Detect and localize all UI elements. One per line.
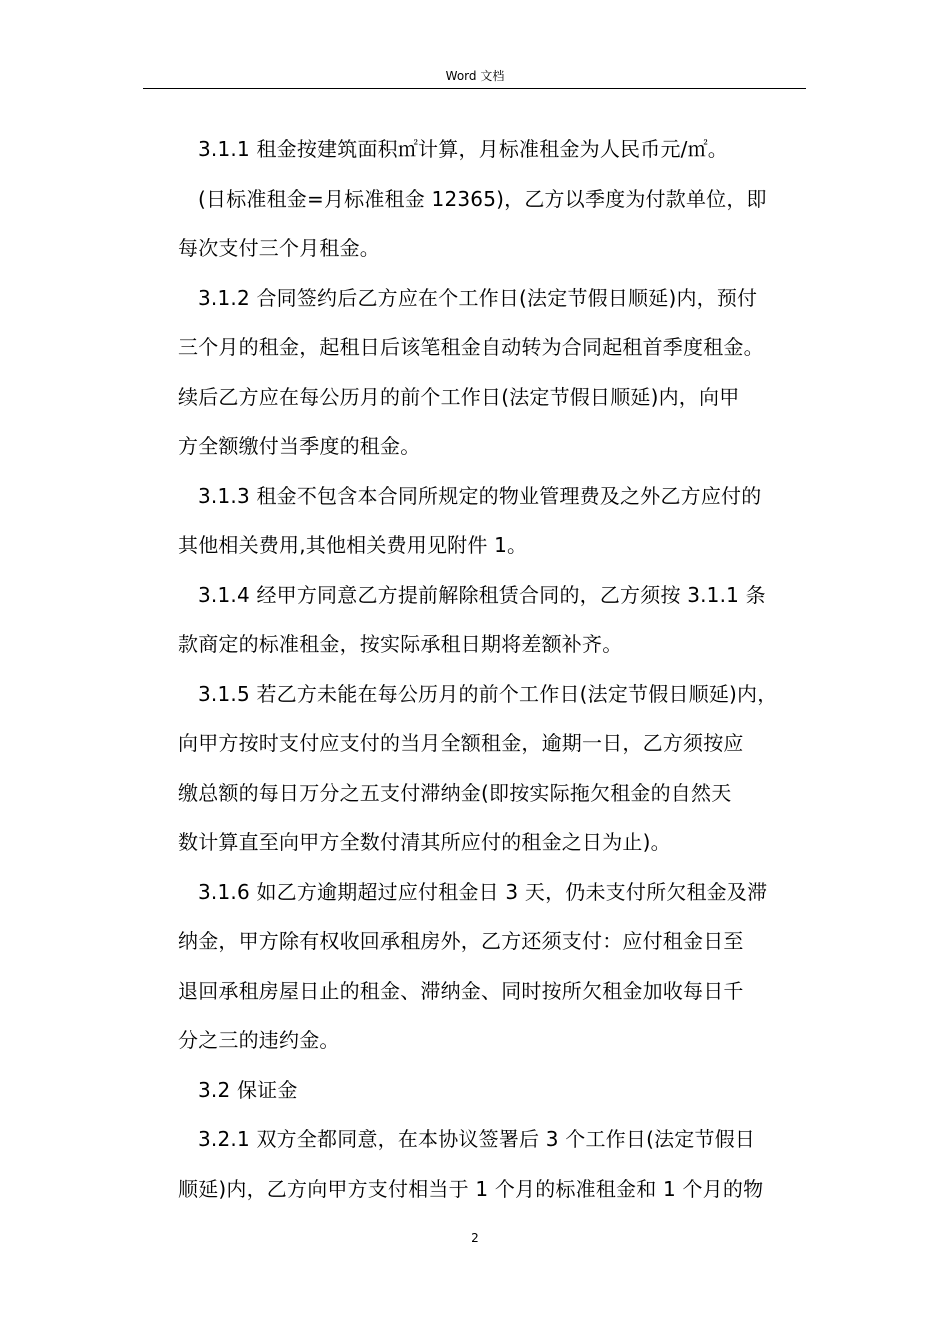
paragraph-3-1-2 [178, 274, 814, 472]
text-line: 三个月的租金，起租日后该笔租金自动转为合同起租首季度租金。 [178, 335, 764, 359]
text-line: 向甲方按时支付应支付的当月全额租金，逾期一日，乙方须按应 [178, 731, 744, 755]
text-line: 续后乙方应在每公历月的前个工作日(法定节假日顺延)内，向甲 [178, 384, 740, 409]
page-header-title: Word 文档 [445, 69, 505, 83]
text-line: 3.1.5 若乙方未能在每公历月的前个工作日(法定节假日顺延)内， [198, 681, 778, 706]
paragraph-3-1-6 [178, 868, 814, 1066]
paragraph-3-1-5 [178, 670, 814, 868]
paragraph-3-1-1 [178, 125, 814, 175]
text-line: 款商定的标准租金，按实际承租日期将差额补齐。 [178, 632, 623, 656]
text-line: 退回承租房屋日止的租金、滞纳金、同时按所欠租金加收每日千 [178, 978, 744, 1003]
text-line: 缴总额的每日万分之五支付滞纳金(即按实际拖欠租金的自然天 [178, 780, 732, 805]
document-body [178, 125, 814, 1214]
paragraph-3-2-1 [178, 1115, 814, 1214]
text-line: 顺延)内，乙方向甲方支付相当于 1 个月的标准租金和 1 个月的物 [178, 1176, 764, 1201]
text-line: 3.1.1 租金按建筑面积㎡计算，月标准租金为人民币元/㎡。 [198, 137, 728, 161]
paragraph-3-1-3 [178, 472, 814, 571]
text-line: 分之三的违约金。 [178, 1028, 340, 1052]
text-line: 3.1.3 租金不包含本合同所规定的物业管理费及之外乙方应付的 [198, 483, 762, 508]
text-line: 数计算直至向甲方全数付清其所应付的租金之日为止)。 [178, 830, 671, 854]
text-line: 3.2.1 双方全都同意，在本协议签署后 3 个工作日(法定节假日 [198, 1127, 756, 1151]
text-line: 3.2 保证金 [198, 1077, 298, 1102]
text-line: 3.1.2 合同签约后乙方应在个工作日(法定节假日顺延)内，预付 [198, 285, 758, 310]
text-line: 3.1.4 经甲方同意乙方提前解除租赁合同的，乙方须按 3.1.1 条 [198, 582, 766, 607]
header-divider [143, 88, 806, 89]
text-line: 其他相关费用,其他相关费用见附件 1。 [178, 533, 528, 557]
text-line: 纳金，甲方除有权收回承租房外，乙方还须支付：应付租金日至 [178, 929, 744, 953]
text-line: 3.1.6 如乙方逾期超过应付租金日 3 天，仍未支付所欠租金及滞 [198, 879, 768, 904]
text-line: (日标准租金=月标准租金 12365)，乙方以季度为付款单位，即 [198, 186, 767, 211]
section-heading-3-2 [178, 1066, 814, 1116]
text-line: 每次支付三个月租金。 [178, 236, 380, 260]
text-line: 方全额缴付当季度的租金。 [178, 434, 421, 458]
paragraph-3-1-1-daily [178, 175, 814, 274]
page-number: 2 [471, 1231, 479, 1245]
paragraph-3-1-4 [178, 571, 814, 670]
